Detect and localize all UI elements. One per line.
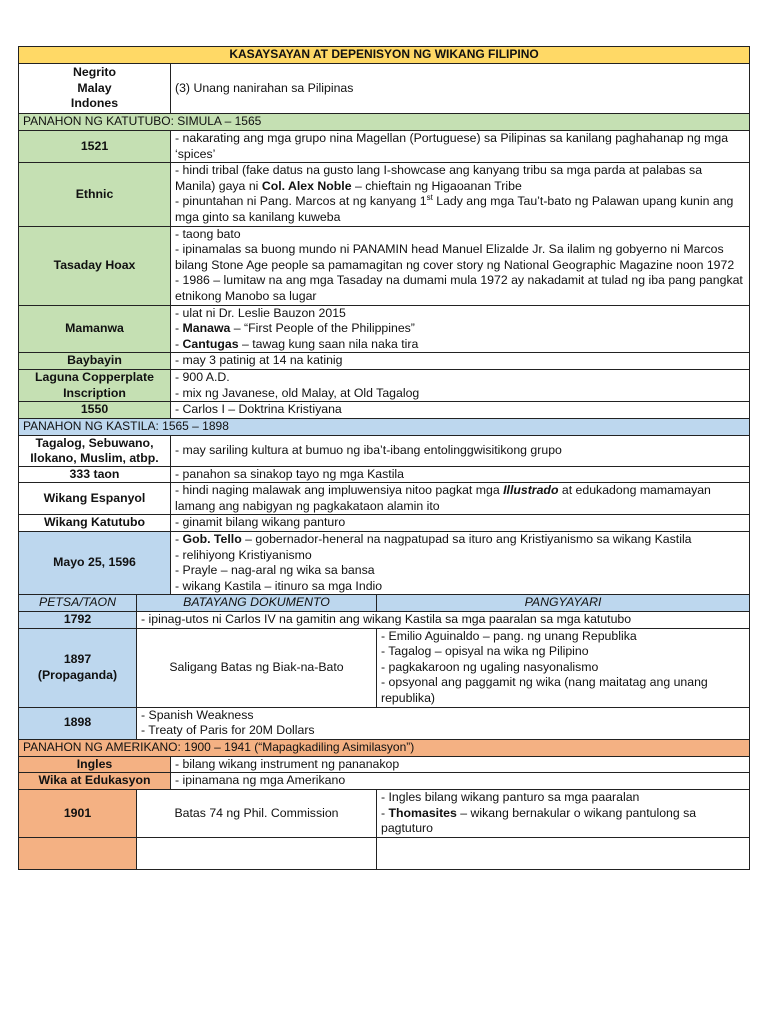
ethnic-line-1: [175, 163, 745, 194]
label-wika-edukasyon: Wika at Edukasyon: [19, 773, 171, 790]
label-1901: 1901: [19, 789, 137, 837]
row-1550: [19, 402, 750, 419]
row-1897: [19, 628, 750, 707]
tasaday-line-1: - taong bato: [175, 226, 241, 241]
espanyol-a: - hindi naging malawak ang impluwensiya nitoo pagkat mga: [175, 483, 504, 498]
ethnic-l2a: - pinuntahan ni Pang. Marcos at ng kanyang 1: [175, 194, 427, 209]
e1898-line-1: - Spanish Weakness: [141, 707, 254, 722]
doc-1901: Batas 74 ng Phil. Commission: [137, 789, 377, 837]
label-1792: 1792: [19, 612, 137, 629]
katutubo-section-header: PANAHON NG KATUTUBO: SIMULA – 1565: [19, 114, 750, 131]
text-1550: - Carlos I – Doktrina Kristiyana: [171, 402, 750, 419]
ethnic-l2sup: st: [426, 193, 433, 203]
mayo-line-2: - relihiyong Kristiyanismo: [175, 547, 312, 562]
mayo-l1a: -: [175, 532, 183, 547]
text-1792: - ipinag-utos ni Carlos IV na gamitin ang wikang Kastila sa mga paaralan sa mga katutubo: [137, 612, 750, 629]
col-petsa: PETSA/TAON: [19, 595, 137, 612]
row-1901: [19, 789, 750, 837]
text-tasaday: [171, 226, 750, 305]
row-ingles: [19, 756, 750, 773]
text-mamanwa: [171, 305, 750, 353]
mamanwa-l2c: – “First People of the Philippines”: [230, 321, 415, 336]
intro-desc: (3) Unang nanirahan sa Pilipinas: [171, 64, 750, 114]
e1897-line-1: - Emilio Aguinaldo – pang. ng unang Republika: [381, 628, 637, 643]
label-1898: 1898: [19, 707, 137, 739]
e1901-line-1: - Ingles bilang wikang panturo sa mga paaralan: [381, 789, 640, 804]
e1901-line-2: [381, 806, 745, 837]
label-333-taon: 333 taon: [19, 466, 171, 483]
label-mamanwa: Mamanwa: [19, 305, 171, 353]
text-wika-edukasyon: - ipinamana ng mga Amerikano: [171, 773, 750, 790]
katutubo-header-row: [19, 114, 750, 131]
row-tasaday: [19, 226, 750, 305]
label-ingles: Ingles: [19, 756, 171, 773]
ethnic-l1b: Col. Alex Noble: [261, 178, 352, 193]
mamanwa-l3b: Cantugas: [182, 336, 239, 351]
column-header-row: [19, 595, 750, 612]
text-groups: - may sariling kultura at bumuo ng iba’t-ibang entolinggwisitikong grupo: [171, 435, 750, 466]
kastila-section-header: PANAHON NG KASTILA: 1565 – 1898: [19, 418, 750, 435]
mayo-line-1: [175, 532, 745, 548]
text-laguna: [171, 369, 750, 401]
row-1898: [19, 707, 750, 739]
text-1521: - nakarating ang mga grupo nina Magellan (Portuguese) sa Pilipinas sa kanilang paghahanap ng mga ‘spices’: [171, 131, 750, 163]
row-333-taon: [19, 466, 750, 483]
amerikano-section-header: PANAHON NG AMERIKANO: 1900 – 1941 (“Mapagkadiling Asimilasyon”): [19, 739, 750, 756]
group-indones: Indones: [70, 96, 119, 111]
tasaday-line-3: - 1986 – lumitaw na ang mga Tasaday na dumami mula 1972 ay nakadamit at tulad ng iba pang pangkat etnikong Manobo sa lugar: [175, 273, 743, 303]
row-wika-edukasyon: [19, 773, 750, 790]
mayo-l1b: Gob. Tello: [182, 532, 242, 547]
text-333-taon: - panahon sa sinakop tayo ng mga Kastila: [171, 466, 750, 483]
title-row: [19, 47, 750, 64]
col-pangyayari: PANGYAYARI: [377, 595, 750, 612]
text-espanyol: [171, 483, 750, 515]
col-batayang: BATAYANG DOKUMENTO: [137, 595, 377, 612]
mayo-l1c: – gobernador-heneral na nagpatupad sa ituro ang Kristiyanismo sa wikang Kastila: [241, 532, 692, 547]
mamanwa-l3a: -: [175, 336, 183, 351]
mayo-line-4: - wikang Kastila – itinuro sa mga Indio: [175, 578, 383, 593]
label-baybayin: Baybayin: [19, 353, 171, 370]
label-1897-year: 1897: [63, 652, 92, 667]
laguna-line-1: - 900 A.D.: [175, 369, 230, 384]
label-ethnic: Ethnic: [19, 163, 171, 226]
group-malay: Malay: [77, 80, 112, 95]
e1901-l2b: Thomasites: [388, 805, 457, 820]
e1897-line-3: - pagkakaroon ng ugaling nasyonalismo: [381, 659, 599, 674]
document-title: KASAYSAYAN AT DEPENISYON NG WIKANG FILIPINO: [19, 47, 750, 64]
row-1521: [19, 131, 750, 163]
ethnic-l1a: - hindi tribal (fake datus na gusto lang I-showcase ang kanyang tribu sa mga parda at palabas sa Manila) gaya ni: [175, 163, 703, 193]
row-espanyol: [19, 483, 750, 515]
mamanwa-line-1: - ulat ni Dr. Leslie Bauzon 2015: [175, 305, 346, 320]
label-mayo: Mayo 25, 1596: [19, 532, 171, 595]
row-wikang-katutubo: [19, 515, 750, 532]
empty-doc-cell: [137, 837, 377, 869]
text-1901: [377, 789, 750, 837]
row-baybayin: [19, 353, 750, 370]
empty-label-cell: [19, 837, 137, 869]
mamanwa-l2a: -: [175, 321, 183, 336]
empty-text-cell: [377, 837, 750, 869]
ethnic-l2b: Lady ang mga Tau’t-bato ng Palawan upang kunin ang mga ginto sa kanilang kuweba: [175, 194, 734, 224]
label-groups: Tagalog, Sebuwano, Ilokano, Muslim, atbp.: [19, 435, 171, 466]
tasaday-line-2: - ipinamalas sa buong mundo ni PANAMIN head Manuel Elizalde Jr. Sa ilalim ng gobyerno ni Marcos bilang Stone Age people sa pamamagitan ng cover story ng National Geographic Magazine noon 1972: [175, 242, 735, 272]
label-tasaday: Tasaday Hoax: [19, 226, 171, 305]
row-groups: [19, 435, 750, 466]
laguna-line-2: - mix ng Javanese, old Malay, at Old Tagalog: [175, 385, 420, 400]
label-laguna: Laguna Copperplate Inscription: [19, 369, 171, 401]
label-espanyol: Wikang Espanyol: [19, 483, 171, 515]
e1901-l2c: – wikang bernakular o wikang pantulong sa pagtuturo: [381, 805, 697, 836]
history-table: [18, 46, 750, 870]
ethnic-line-2: [175, 194, 745, 225]
row-empty: [19, 837, 750, 869]
row-ethnic: [19, 163, 750, 226]
doc-1897: Saligang Batas ng Biak-na-Bato: [137, 628, 377, 707]
ethnic-l1c: – chieftain ng Higaoanan Tribe: [351, 178, 522, 193]
row-mayo: [19, 532, 750, 595]
kastila-header-row: [19, 418, 750, 435]
row-laguna: [19, 369, 750, 401]
e1897-line-2: - Tagalog – opisyal na wika ng Pilipino: [381, 644, 589, 659]
e1901-l2a: -: [381, 805, 389, 820]
e1898-line-2: - Treaty of Paris for 20M Dollars: [141, 723, 315, 738]
text-baybayin: - may 3 patinig at 14 na katinig: [171, 353, 750, 370]
mamanwa-line-2: [175, 321, 745, 337]
espanyol-c: at edukadong mamamayan lamang ang nabigyan ng pagkakataon alamin ito: [175, 483, 711, 513]
text-ingles: - bilang wikang instrument ng pananakop: [171, 756, 750, 773]
e1897-line-4: - opsyonal ang paggamit ng wika (nang maitatag ang unang republika): [381, 675, 708, 705]
mamanwa-l2b: Manawa: [182, 321, 231, 336]
espanyol-b: Illustrado: [503, 483, 559, 498]
row-mamanwa: [19, 305, 750, 353]
label-1550: 1550: [19, 402, 171, 419]
row-1792: [19, 612, 750, 629]
amerikano-header-row: [19, 739, 750, 756]
intro-groups: [19, 64, 171, 114]
mamanwa-line-3: [175, 337, 745, 353]
mamanwa-l3c: – tawag kung saan nila naka tira: [238, 336, 419, 351]
mayo-line-3: - Prayle – nag-aral ng wika sa bansa: [175, 563, 375, 578]
group-negrito: Negrito: [72, 65, 117, 80]
text-mayo: [171, 532, 750, 595]
label-wikang-katutubo: Wikang Katutubo: [19, 515, 171, 532]
label-1897-sub: (Propaganda): [37, 667, 118, 682]
label-1521: 1521: [19, 131, 171, 163]
text-wikang-katutubo: - ginamit bilang wikang panturo: [171, 515, 750, 532]
text-1897: [377, 628, 750, 707]
text-ethnic: [171, 163, 750, 226]
text-1898: [137, 707, 750, 739]
label-1897: [19, 628, 137, 707]
intro-row: [19, 64, 750, 114]
